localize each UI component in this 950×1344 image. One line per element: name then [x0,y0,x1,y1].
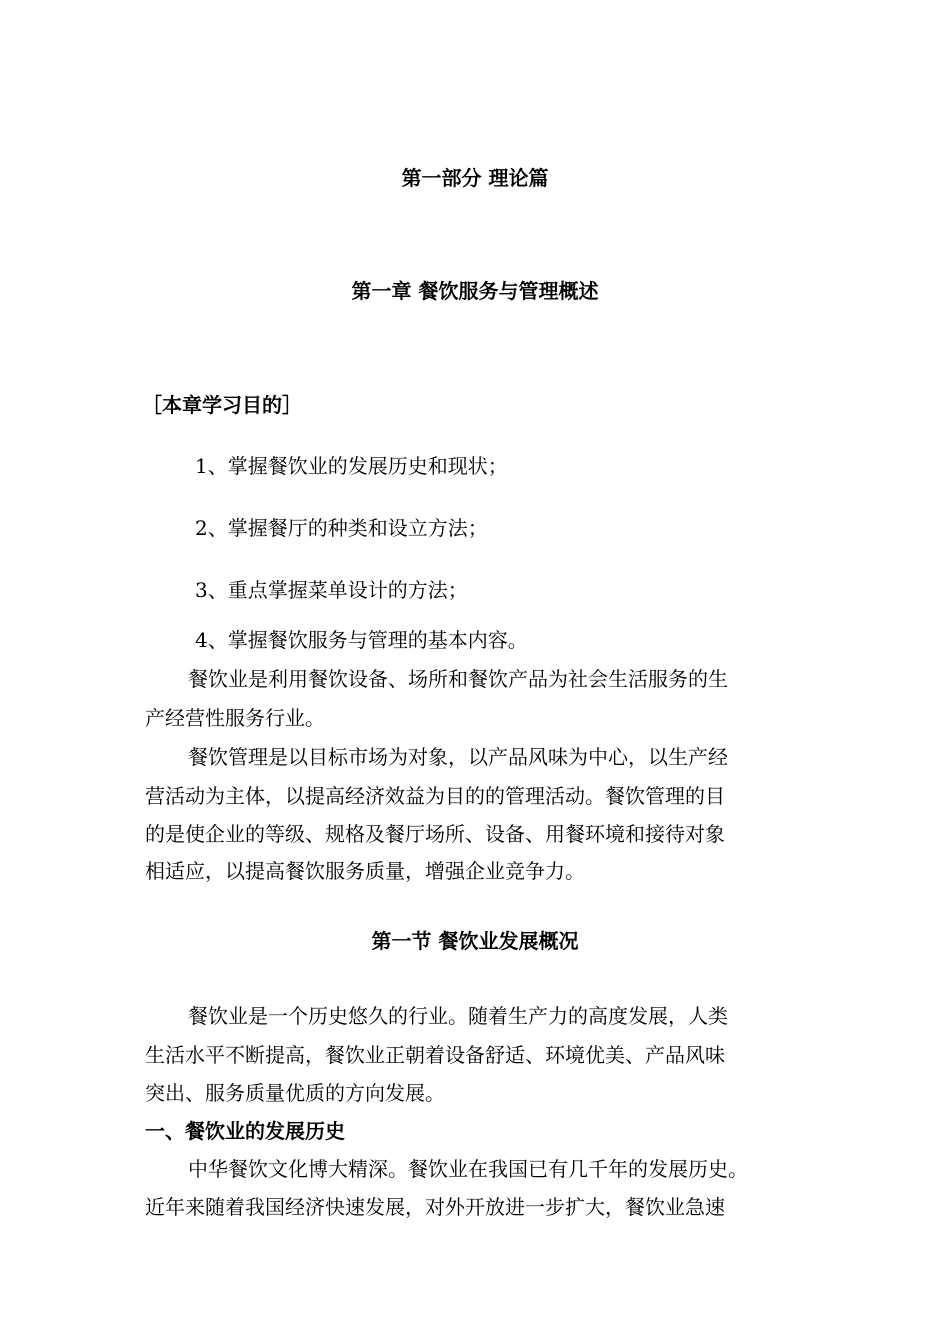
history-paragraph-line: 中华餐饮文化博大精深。餐饮业在我国已有几千年的发展历史。 [188,1157,748,1181]
section-paragraph-line: 生活水平不断提高，餐饮业正朝着设备舒适、环境优美、产品风味 [145,1043,725,1067]
objective-item: 2、掌握餐厅的种类和设立方法； [195,516,488,540]
subheading: 一、餐饮业的发展历史 [145,1119,345,1143]
intro-paragraph-line: 餐饮业是利用餐饮设备、场所和餐饮产品为社会生活服务的生 [188,667,728,691]
objective-item: 4、掌握餐饮服务与管理的基本内容。 [195,628,528,652]
objective-item: 3、重点掌握菜单设计的方法； [195,578,468,602]
chapter-title: 第一章 餐饮服务与管理概述 [351,279,599,303]
objective-item: 1、掌握餐饮业的发展历史和现状； [195,454,508,478]
intro-paragraph-line: 相适应，以提高餐饮服务质量，增强企业竞争力。 [145,859,585,883]
section-title: 第一节 餐饮业发展概况 [371,929,579,953]
objectives-heading: ［本章学习目的］ [142,393,302,417]
section-paragraph-line: 餐饮业是一个历史悠久的行业。随着生产力的高度发展，人类 [188,1004,728,1028]
intro-paragraph-line: 产经营性服务行业。 [145,706,325,730]
intro-paragraph-line: 营活动为主体，以提高经济效益为目的的管理活动。餐饮管理的目 [145,784,725,808]
history-paragraph-line: 近年来随着我国经济快速发展，对外开放进一步扩大，餐饮业急速 [145,1195,725,1219]
part-title: 第一部分 理论篇 [401,166,549,190]
section-paragraph-line: 突出、服务质量优质的方向发展。 [145,1081,445,1105]
intro-paragraph-line: 的是使企业的等级、规格及餐厅场所、设备、用餐环境和接待对象 [145,822,725,846]
intro-paragraph-line: 餐饮管理是以目标市场为对象，以产品风味为中心，以生产经 [188,745,728,769]
